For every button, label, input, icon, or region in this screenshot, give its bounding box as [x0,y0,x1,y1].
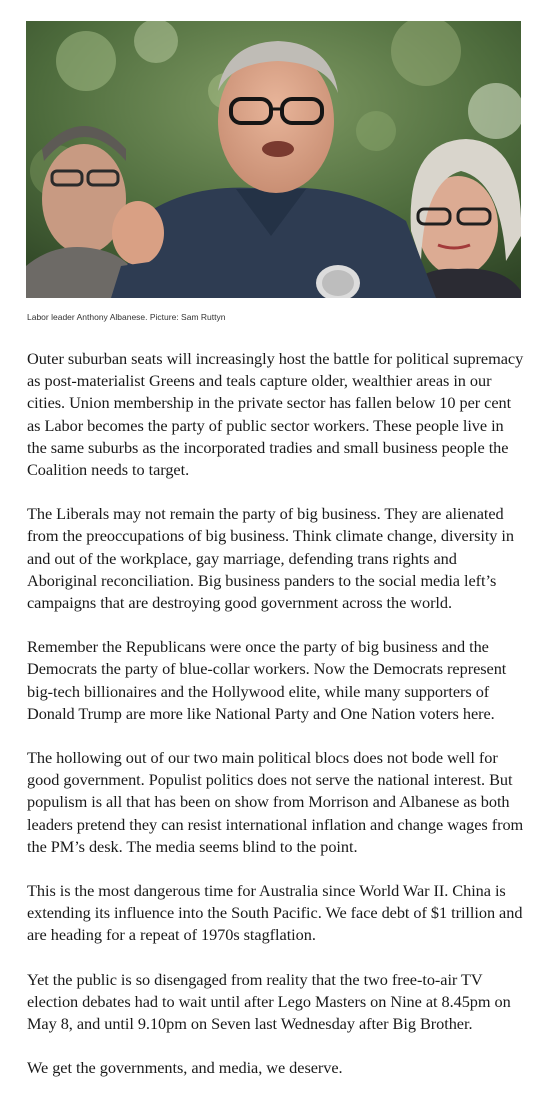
photo-illustration [26,21,521,298]
article-paragraph: This is the most dangerous time for Australia since World War II. China is extending its influence into the South Pacific. We face debt of $1 trillion and are heading for a repeat of 1970s stagflation. [27,881,523,945]
article-paragraph: The Liberals may not remain the party of big business. They are alienated from the preoccupations of big business. Think climate change, diversity in and out of the workplace, gay marriage, defending trans rights and Aboriginal reconciliation. Big business panders to the social media left’s campaigns that are destroying good government across the world. [27,504,514,613]
article-paragraph: Remember the Republicans were once the party of big business and the Democrats the party of blue-collar workers. Now the Democrats represent big-tech billionaires and the Hollywood elite, while many supporters of Donald Trump are more like National Party and One Nation voters here. [27,637,507,723]
article-paragraph: The hollowing out of our two main political blocs does not bode well for good government. Populist politics does not serve the national interest. But populism is all that has been on show from Morrison and Albanese as both leaders pretend they can resist international inflation and change wages from the PM’s desk. The media seems blind to the point. [27,748,524,856]
article-body [27,348,527,1101]
photo-caption: Labor leader Anthony Albanese. Picture: Sam Ruttyn [27,312,226,322]
article-paragraph: Yet the public is so disengaged from reality that the two free-to-air TV election debates had to wait until after Lego Masters on Nine at 8.45pm on May 8, and until 9.10pm on Seven last Wednesday after Big Brother. [27,969,511,1034]
article-paragraph: We get the governments, and media, we deserve. [27,1058,343,1078]
article-paragraph: Outer suburban seats will increasingly host the battle for political supremacy as post-materialist Greens and teals capture older, wealthier areas in our cities. Union membership in the private sector has fallen below 10 per cent as Labor becomes the party of public sector workers. These people live in the same suburbs as the incorporated tradies and small business people the Coalition needs to target. [27,349,524,480]
article-photo [26,21,521,298]
